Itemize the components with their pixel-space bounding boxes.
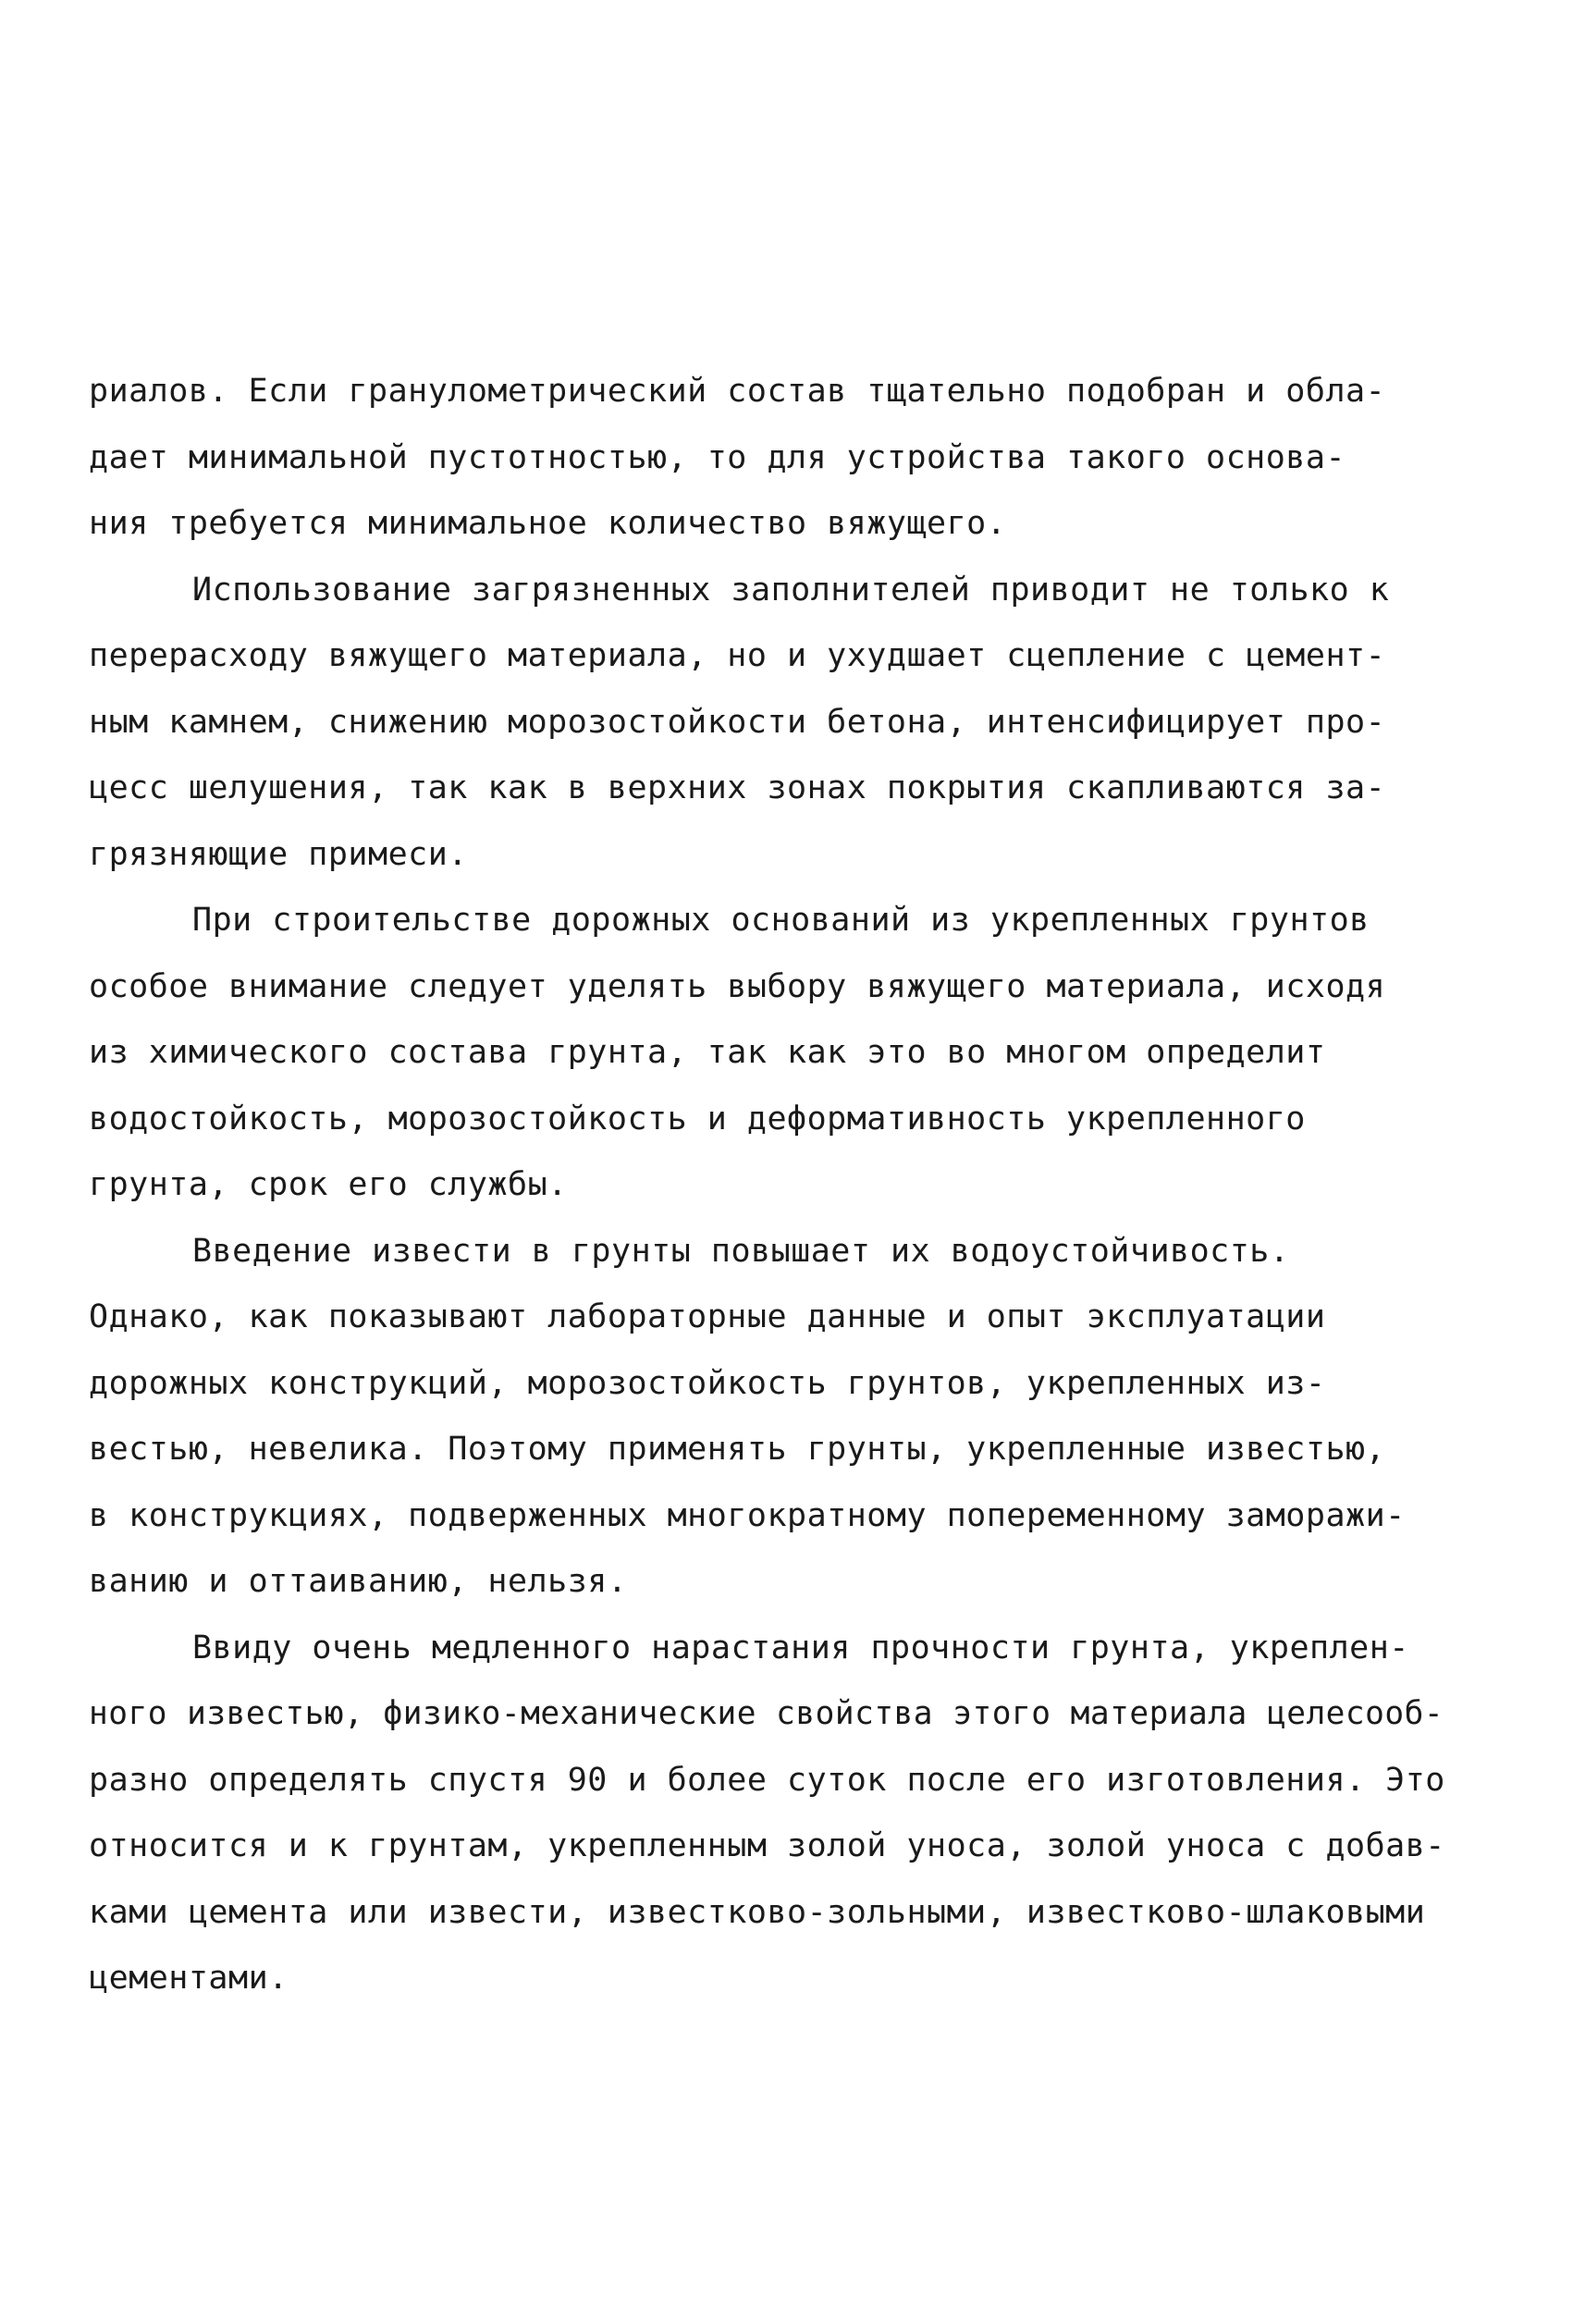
text-line: грязняющие примеси. [89, 835, 468, 873]
text-line: цесс шелушения, так как в верхних зонах покрытия скапливаются за- [89, 769, 1386, 806]
paragraph-first-line: Ввиду очень медленного нарастания прочности грунта, укреплен- [192, 1629, 1409, 1666]
text-line: вестью, невелика. Поэтому применять грунты, укрепленные известью, [89, 1431, 1386, 1468]
text-line: ным камнем, снижению морозостойкости бетона, интенсифицирует про- [89, 703, 1386, 741]
text-line: ками цемента или извести, известково-зольными, известково-шлаковыми [89, 1893, 1426, 1931]
text-line: ванию и оттаиванию, нельзя. [89, 1563, 628, 1600]
text-line: разно определять спустя 90 и более суток после его изготовления. Это [89, 1761, 1445, 1799]
text-line: перерасходу вяжущего материала, но и ухудшает сцепление с цемент- [89, 637, 1386, 674]
text-line: дорожных конструкций, морозостойкость грунтов, укрепленных из- [89, 1364, 1326, 1402]
text-line: относится и к грунтам, укрепленным золой уноса, золой уноса с добав- [89, 1827, 1445, 1864]
text-line: риалов. Если гранулометрический состав тщательно подобран и обла- [89, 373, 1386, 410]
text-line: в конструкциях, подверженных многократному попеременному заморажи- [89, 1496, 1406, 1534]
text-line: ного известью, физико-механические свойства этого материала целесооб- [89, 1695, 1444, 1732]
paragraph-first-line: Введение извести в грунты повышает их водоустойчивость. [192, 1232, 1290, 1270]
text-line: водостойкость, морозостойкость и деформативность укрепленного [89, 1100, 1306, 1137]
text-line: Однако, как показывают лабораторные данные и опыт эксплуатации [89, 1298, 1326, 1335]
text-line: цементами. [89, 1960, 289, 1997]
paragraph-first-line: При строительстве дорожных оснований из укрепленных грунтов [192, 902, 1370, 939]
body-text [89, 359, 1457, 2012]
text-line: дает минимальной пустотностью, то для устройства такого основа- [89, 438, 1346, 476]
paragraph-first-line: Использование загрязненных заполнителей приводит не только к [192, 571, 1390, 609]
text-line: ния требуется минимальное количество вяжущего. [89, 505, 1007, 542]
text-line: из химического состава грунта, так как это во многом определит [89, 1034, 1326, 1071]
text-line: грунта, срок его службы. [89, 1166, 568, 1203]
text-line: особое внимание следует уделять выбору вяжущего материала, исходя [89, 967, 1386, 1005]
